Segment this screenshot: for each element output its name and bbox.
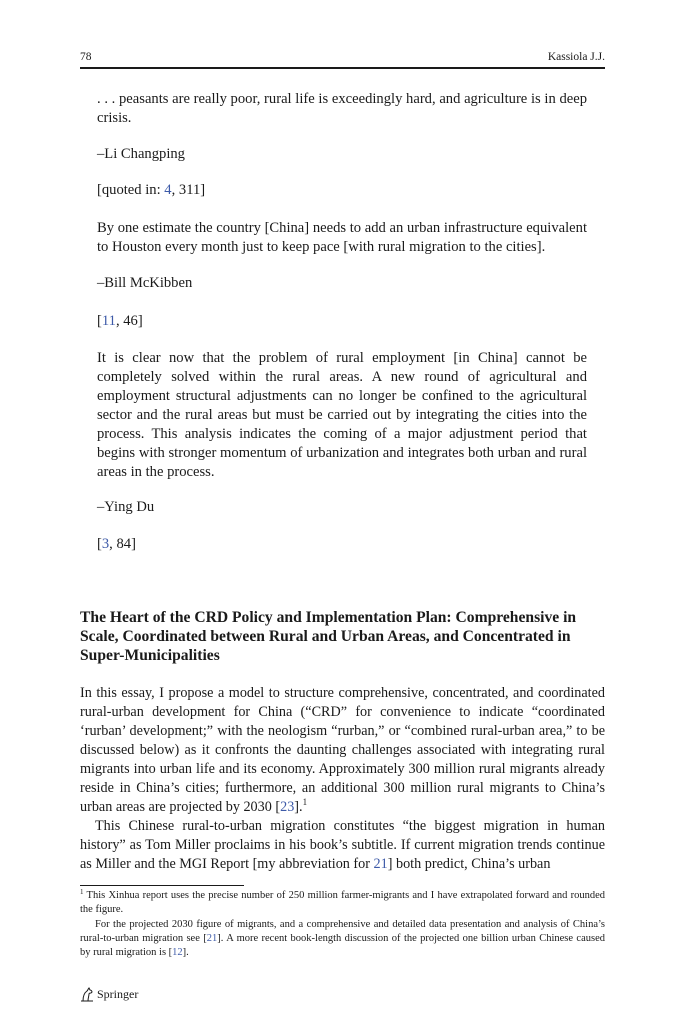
epigraph-quote-2: By one estimate the country [China] needs to add an urban infrastructure equivalent to Houston every month just to keep pace [with rural migration to the cities]. (97, 220, 587, 255)
publisher-footer (80, 985, 138, 1003)
epigraph-citation-3: [3, 84] (97, 536, 136, 552)
epigraph-citation-2: [11, 46] (97, 313, 143, 329)
running-header (80, 49, 605, 67)
section-title: The Heart of the CRD Policy and Implementation Plan: Comprehensive in Scale, Coordinated between Rural and Urban Areas, and Concentrated in Super-Municipalities (80, 609, 577, 664)
epigraph-author-3: –Ying Du (97, 499, 155, 515)
citation-link[interactable]: 21 (373, 856, 388, 872)
epigraph-citation-1: [quoted in: 4, 311] (97, 182, 206, 198)
publisher-name: Springer (97, 986, 139, 1001)
citation-link[interactable]: 3 (101, 536, 110, 552)
running-head-author: Kassiola J.J. (547, 51, 605, 63)
citation-link[interactable]: 11 (101, 313, 116, 329)
epigraph-quote-1: . . . peasants are really poor, rural life is exceedingly hard, and agriculture is in deep crisis. (97, 91, 587, 126)
citation-link[interactable]: 4 (164, 182, 172, 198)
footnote-rule (80, 885, 244, 886)
citation-link[interactable]: 12 (172, 947, 183, 958)
footnote-1-continued: For the projected 2030 figure of migrants, and a comprehensive and detailed data presentation and analysis of China’s rural-to-urban migration see [21]. A more recent book-length discussion of the projected one billion urban Chinese caused by rural migration is [12]. (80, 919, 605, 958)
footnote-marker[interactable]: 1 (302, 797, 308, 807)
footnote-1: $^1$ This Xinhua report uses the precise number of 250 million farmer-migrants and I have extrapolated forward and rounded the figure. (80, 888, 605, 915)
citation-link[interactable]: 21 (206, 933, 218, 944)
springer-horse-icon (80, 987, 94, 1002)
epigraph-author-2: –Bill McKibben (97, 275, 193, 291)
citation-link[interactable]: 23 (280, 799, 295, 815)
page-number: 78 (80, 51, 92, 63)
epigraph-quote-3: It is clear now that the problem of rural employment [in China] cannot be completely solved within the rural areas. A new round of agricultural and employment structural adjustments can no longer be confined to the agricultural sector and the rural areas but must be carried out by integrating the cities into the process. This analysis indicates the coming of a major adjustment period that begins with stronger momentum of urbanization and integrates both urban and rural areas in the process. (97, 350, 587, 480)
epigraph-author-1: –Li Changping (97, 146, 185, 162)
body-paragraph-2: This Chinese rural-to-urban migration constitutes “the biggest migration in human history” as Tom Miller proclaims in his book’s subtitle. If current migration trends continue as Miller and the MGI Report [my abbreviation for 21] both predict, China’s urban (80, 818, 605, 872)
footnote-number: 1 (80, 888, 84, 896)
body-paragraph-1: In this essay, I propose a model to structure comprehensive, concentrated, and coordinated rural-urban development for China (“CRD” for convenience to indicate “coordinated ‘rurban’ development;” with the neologism “rurban,” or “combined rural-urban area,” to be discussed below) as it confronts the daunting challenges associated with integrating rural migrants into urban life and its economy. Approximately 300 million rural migrants already reside in China’s cities; furthermore, an additional 300 million rural migrants to China’s urban areas are projected by 2030 [23].$^1$ (80, 685, 605, 815)
header-rule (80, 67, 605, 69)
